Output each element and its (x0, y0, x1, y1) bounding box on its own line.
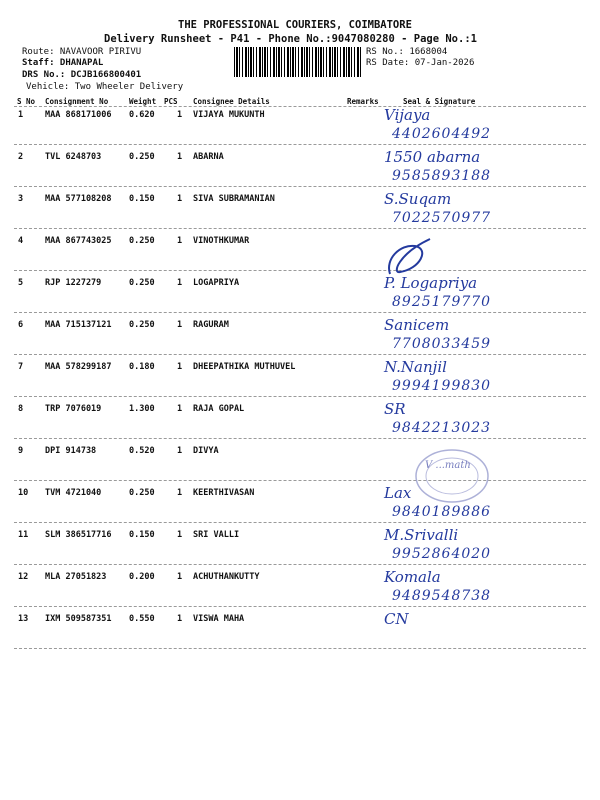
row-pcs: 1 (177, 614, 183, 624)
row-divider (14, 186, 586, 187)
row-divider (14, 480, 586, 481)
col-remarks: Remarks (347, 97, 379, 106)
delivery-stamp (412, 446, 492, 506)
row-consignee: DHEEPATHIKA MUTHUVEL (193, 362, 296, 372)
row-sno: 11 (18, 530, 29, 540)
row-consignee: VINOTHKUMAR (193, 236, 250, 246)
row-consignment-no: SLM 386517716 (45, 530, 112, 540)
row-consignee: LOGAPRIYA (193, 278, 240, 288)
row-weight: 0.150 (129, 194, 155, 204)
row-phone-handwritten: 9585893188 (392, 168, 492, 184)
row-weight: 0.200 (129, 572, 155, 582)
rs-date: RS Date: 07-Jan-2026 (366, 58, 475, 68)
row-weight: 0.250 (129, 236, 155, 246)
row-consignment-no: MAA 715137121 (45, 320, 112, 330)
row-phone-handwritten: 8925179770 (392, 294, 492, 310)
row-weight: 0.180 (129, 362, 155, 372)
row-signature: Vijaya (384, 106, 431, 124)
row-consignee: ACHUTHANKUTTY (193, 572, 260, 582)
row-weight: 1.300 (129, 404, 155, 414)
row-consignment-no: TVM 4721040 (45, 488, 102, 498)
row-weight: 0.250 (129, 278, 155, 288)
row-divider (14, 564, 586, 565)
row-consignee: KEERTHIVASAN (193, 488, 255, 498)
company-title: THE PROFESSIONAL COURIERS, COIMBATORE (178, 19, 412, 31)
row-consignment-no: MAA 868171006 (45, 110, 112, 120)
row-pcs: 1 (177, 488, 183, 498)
row-consignment-no: IXM 509587351 (45, 614, 112, 624)
row-sno: 5 (18, 278, 24, 288)
row-consignee: DIVYA (193, 446, 219, 456)
row-phone-handwritten: 4402604492 (392, 126, 492, 142)
col-sno: S No (17, 97, 36, 106)
row-phone-handwritten: 9994199830 (392, 378, 492, 394)
row-divider (14, 648, 586, 649)
row-divider (14, 354, 586, 355)
row-sno: 7 (18, 362, 24, 372)
row-sno: 2 (18, 152, 24, 162)
row-consignee: SIVA SUBRAMANIAN (193, 194, 275, 204)
row-divider (14, 144, 586, 145)
row-consignee: SRI VALLI (193, 530, 240, 540)
row-signature: CN (384, 610, 409, 628)
row-signature: SR (384, 400, 406, 418)
route-label: Route: NAVAVOOR PIRIVU (22, 47, 142, 57)
row-phone-handwritten: 9952864020 (392, 546, 492, 562)
row-sno: 13 (18, 614, 29, 624)
row-weight: 0.250 (129, 488, 155, 498)
row-divider (14, 606, 586, 607)
row-phone-handwritten: 7022570977 (392, 210, 492, 226)
row-sno: 9 (18, 446, 24, 456)
row-consignee: RAGURAM (193, 320, 229, 330)
row-pcs: 1 (177, 110, 183, 120)
row-consignee: VIJAYA MUKUNTH (193, 110, 265, 120)
stamp-text: V ...math (425, 460, 471, 471)
row-consignee: RAJA GOPAL (193, 404, 245, 414)
row-consignment-no: DPI 914738 (45, 446, 97, 456)
row-weight: 0.150 (129, 530, 155, 540)
row-sno: 3 (18, 194, 24, 204)
row-divider (14, 438, 586, 439)
row-signature: S.Suqam (384, 190, 452, 208)
row-weight: 0.250 (129, 320, 155, 330)
row-pcs: 1 (177, 236, 183, 246)
row-signature: N.Nanjil (384, 358, 447, 376)
signature-scribble-4 (380, 234, 440, 284)
row-consignment-no: MLA 27051823 (45, 572, 107, 582)
barcode (234, 47, 362, 77)
row-divider (14, 522, 586, 523)
drs-label: DRS No.: DCJB166800401 (22, 70, 142, 80)
row-consignment-no: MAA 867743025 (45, 236, 112, 246)
row-divider (14, 312, 586, 313)
row-weight: 0.250 (129, 152, 155, 162)
row-consignment-no: TRP 7076019 (45, 404, 102, 414)
rs-number: RS No.: 1668004 (366, 47, 448, 57)
col-consignment: Consignment No (45, 97, 109, 106)
row-consignment-no: MAA 578299187 (45, 362, 112, 372)
row-consignment-no: MAA 577108208 (45, 194, 112, 204)
row-phone-handwritten: 9840189886 (392, 504, 492, 520)
row-pcs: 1 (177, 446, 183, 456)
row-consignment-no: RJP 1227279 (45, 278, 102, 288)
runsheet-subtitle: Delivery Runsheet - P41 - Phone No.:9047080280 - Page No.:1 (104, 33, 477, 45)
row-sno: 12 (18, 572, 29, 582)
row-pcs: 1 (177, 362, 183, 372)
row-divider (14, 228, 586, 229)
row-weight: 0.550 (129, 614, 155, 624)
row-signature: 1550 abarna (384, 148, 481, 166)
vehicle-label: Vehicle: Two Wheeler Delivery (26, 82, 184, 92)
row-pcs: 1 (177, 278, 183, 288)
row-phone-handwritten: 9489548738 (392, 588, 492, 604)
row-phone-handwritten: 7708033459 (392, 336, 492, 352)
row-pcs: 1 (177, 194, 183, 204)
row-divider (14, 396, 586, 397)
col-weight: Weight (129, 97, 157, 106)
row-phone-handwritten: 9842213023 (392, 420, 492, 436)
row-signature: M.Srivalli (384, 526, 459, 544)
row-sno: 8 (18, 404, 24, 414)
row-consignee: VISWA MAHA (193, 614, 245, 624)
row-consignment-no: TVL 6248703 (45, 152, 102, 162)
row-divider (14, 270, 586, 271)
staff-label: Staff: DHANAPAL (22, 58, 104, 68)
row-sno: 10 (18, 488, 29, 498)
row-weight: 0.520 (129, 446, 155, 456)
row-weight: 0.620 (129, 110, 155, 120)
row-pcs: 1 (177, 572, 183, 582)
row-signature: P. Logapriya (384, 274, 478, 292)
row-sno: 1 (18, 110, 24, 120)
row-sno: 4 (18, 236, 24, 246)
row-signature: Sanicem (384, 316, 450, 334)
row-pcs: 1 (177, 320, 183, 330)
header-rule (14, 106, 586, 107)
col-pcs: PCS (164, 97, 178, 106)
col-seal-signature: Seal & Signature (403, 97, 476, 106)
row-sno: 6 (18, 320, 24, 330)
row-signature: Komala (384, 568, 441, 586)
row-pcs: 1 (177, 530, 183, 540)
row-pcs: 1 (177, 404, 183, 414)
row-consignee: ABARNA (193, 152, 224, 162)
row-signature: Lax (384, 484, 412, 502)
col-consignee: Consignee Details (193, 97, 270, 106)
row-pcs: 1 (177, 152, 183, 162)
